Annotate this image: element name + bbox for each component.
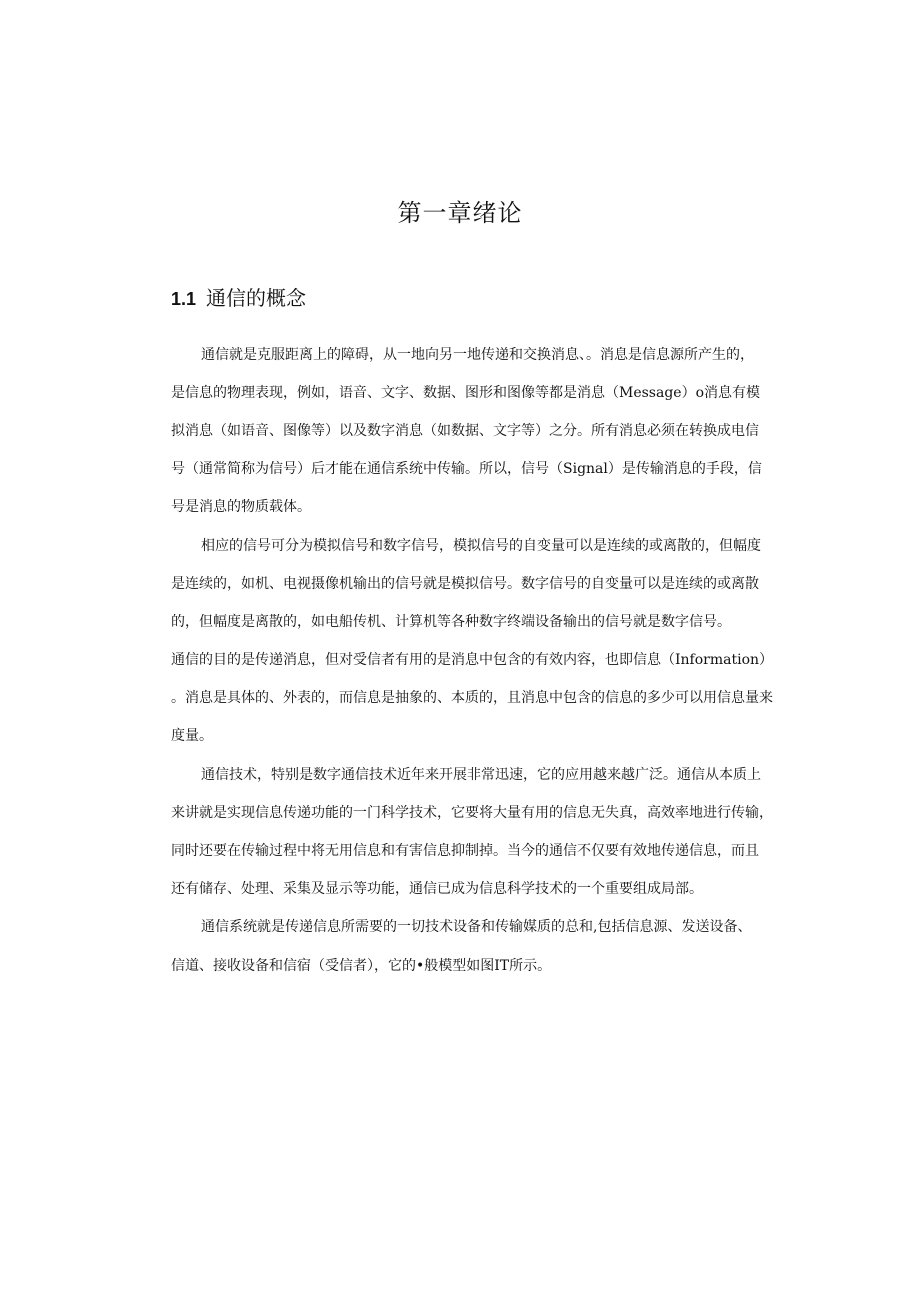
paragraph-line: 同时还要在传输过程中将无用信息和有害信息抑制掉。当今的通信不仅要有效地传递信息，而且 <box>171 843 759 859</box>
paragraph-line: 是连续的，如机、电视摄像机输出的信号就是模拟信号。数字信号的自变量可以是连续的或离散 <box>171 576 759 592</box>
paragraph-line: 信道、接收设备和信宿（受信者），它的•般模型如图IT所示。 <box>171 958 552 974</box>
paragraph-line: 相应的信号可分为模拟信号和数字信号，模拟信号的自变量可以是连续的或离散的，但幅度 <box>201 538 761 554</box>
paragraph-line: 通信系统就是传递信息所需要的一切技术设备和传输媒质的总和,包括信息源、发送设备、 <box>201 919 752 935</box>
section-heading <box>171 282 306 311</box>
section-number: 1.1 <box>171 289 197 309</box>
paragraph-line: 拟消息（如语音、图像等）以及数字消息（如数据、文字等）之分。所有消息必须在转换成电信 <box>171 423 759 439</box>
paragraph-line: 。消息是具体的、外表的，而信息是抽象的、本质的，且消息中包含的信息的多少可以用信息量来 <box>171 690 773 706</box>
paragraph-line: 通信的目的是传递消息，但对受信者有用的是消息中包含的有效内容，也即信息（Information） <box>171 652 774 668</box>
paragraph-line: 号（通常简称为信号）后才能在通信系统中传输。所以，信号（Signal）是传输消息的手段，信 <box>171 461 762 477</box>
paragraph-line: 的，但幅度是离散的，如电船传机、计算机等各种数字终端设备输出的信号就是数字信号。 <box>171 614 731 630</box>
chapter-title: 第一章绪论 <box>397 199 523 227</box>
paragraph-line: 通信就是克服距离上的障碍，从一地向另一地传递和交换消息、。消息是信息源所产生的， <box>201 347 754 363</box>
section-title: 通信的概念 <box>206 286 307 310</box>
paragraph-line: 度量。 <box>171 728 213 744</box>
paragraph-line: 通信技术，特别是数字通信技术近年来开展非常迅速，它的应用越来越广泛。通信从本质上 <box>201 767 761 783</box>
paragraph-line: 是信息的物理表现，例如，语音、文字、数据、图形和图像等都是消息（Message）o消息有模 <box>171 385 761 401</box>
paragraph-line: 来讲就是实现信息传递功能的一门科学技术，它要将大量有用的信息无失真，高效率地进行传输， <box>171 805 773 821</box>
paragraph-line: 号是消息的物质载体。 <box>171 499 311 515</box>
paragraph-line: 还有储存、处理、采集及显示等功能，通信已成为信息科学技术的一个重要组成局部。 <box>171 881 703 897</box>
